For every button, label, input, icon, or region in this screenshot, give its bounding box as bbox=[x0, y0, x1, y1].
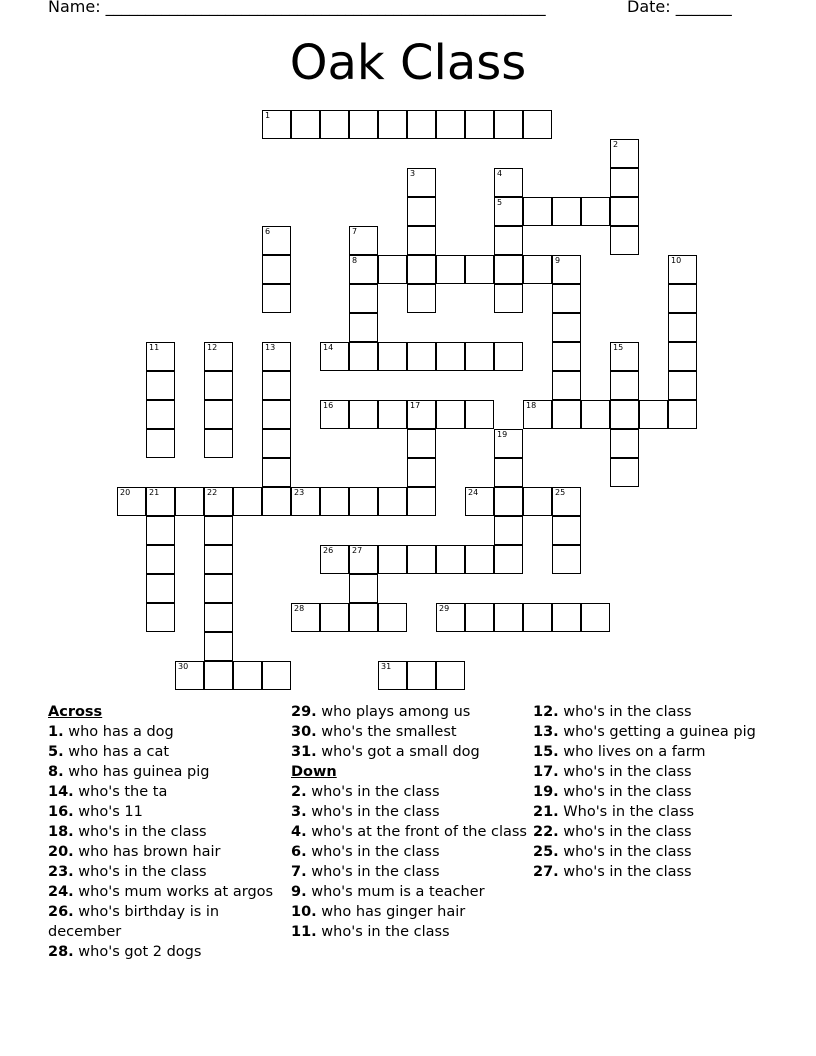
grid-cell[interactable] bbox=[291, 487, 320, 516]
clue-number-label: 8 bbox=[352, 256, 358, 265]
clue-item bbox=[291, 922, 531, 942]
grid-cell[interactable] bbox=[494, 429, 523, 458]
clue-number-label: 26 bbox=[323, 546, 334, 555]
grid-cell[interactable] bbox=[262, 255, 291, 284]
clue-number-label: 18 bbox=[526, 401, 537, 410]
clue-number-label: 28 bbox=[294, 604, 305, 613]
grid-cell[interactable] bbox=[581, 400, 610, 429]
clue-item bbox=[533, 822, 773, 842]
grid-cell[interactable] bbox=[175, 661, 204, 690]
grid-cell[interactable] bbox=[407, 342, 436, 371]
clue-number: 2. bbox=[291, 784, 307, 800]
grid-cell[interactable] bbox=[378, 342, 407, 371]
grid-cell[interactable] bbox=[349, 574, 378, 603]
clue-item bbox=[48, 782, 288, 802]
clue-text: who's got 2 dogs bbox=[78, 944, 202, 960]
grid-cell[interactable] bbox=[233, 661, 262, 690]
clue-number: 22. bbox=[533, 824, 559, 840]
grid-cell[interactable] bbox=[349, 110, 378, 139]
grid-cell[interactable] bbox=[494, 284, 523, 313]
clue-number-label: 10 bbox=[671, 256, 682, 265]
clue-item bbox=[533, 742, 773, 762]
clue-number-label: 7 bbox=[352, 227, 358, 236]
clue-item bbox=[48, 842, 288, 862]
grid-cell[interactable] bbox=[378, 110, 407, 139]
clue-number-label: 13 bbox=[265, 343, 276, 352]
grid-cell[interactable] bbox=[494, 545, 523, 574]
grid-cell[interactable] bbox=[262, 429, 291, 458]
grid-cell[interactable] bbox=[465, 255, 494, 284]
clue-number-label: 23 bbox=[294, 488, 305, 497]
grid-cell[interactable] bbox=[552, 371, 581, 400]
grid-cell[interactable] bbox=[523, 603, 552, 632]
grid-cell[interactable] bbox=[494, 342, 523, 371]
clue-text: who's in the class bbox=[563, 844, 692, 860]
clue-number-label: 22 bbox=[207, 488, 218, 497]
grid-cell[interactable] bbox=[175, 487, 204, 516]
clue-column-2 bbox=[291, 702, 531, 942]
grid-cell[interactable] bbox=[523, 197, 552, 226]
grid-cell[interactable] bbox=[146, 603, 175, 632]
grid-cell[interactable] bbox=[262, 342, 291, 371]
grid-cell[interactable] bbox=[668, 313, 697, 342]
clue-number: 25. bbox=[533, 844, 559, 860]
clue-number: 7. bbox=[291, 864, 307, 880]
grid-cell[interactable] bbox=[204, 603, 233, 632]
clue-number-label: 21 bbox=[149, 488, 160, 497]
grid-cell[interactable] bbox=[146, 487, 175, 516]
grid-cell[interactable] bbox=[291, 603, 320, 632]
clue-text: who has brown hair bbox=[78, 844, 221, 860]
grid-cell[interactable] bbox=[436, 400, 465, 429]
grid-cell[interactable] bbox=[610, 139, 639, 168]
grid-cell[interactable] bbox=[204, 516, 233, 545]
clue-text: who's in the class bbox=[563, 704, 692, 720]
clue-text: who's in the class bbox=[563, 864, 692, 880]
grid-cell[interactable] bbox=[552, 545, 581, 574]
grid-cell[interactable] bbox=[146, 342, 175, 371]
clue-text: who plays among us bbox=[321, 704, 471, 720]
grid-cell[interactable] bbox=[494, 458, 523, 487]
clue-item bbox=[48, 762, 288, 782]
grid-cell[interactable] bbox=[204, 429, 233, 458]
grid-cell[interactable] bbox=[349, 226, 378, 255]
clue-number-label: 15 bbox=[613, 343, 624, 352]
grid-cell[interactable] bbox=[349, 313, 378, 342]
grid-cell[interactable] bbox=[146, 371, 175, 400]
grid-cell[interactable] bbox=[494, 487, 523, 516]
grid-cell[interactable] bbox=[378, 545, 407, 574]
clue-item bbox=[291, 822, 531, 842]
clue-item bbox=[48, 902, 288, 942]
grid-cell[interactable] bbox=[610, 400, 639, 429]
clue-text: who has guinea pig bbox=[68, 764, 210, 780]
grid-cell[interactable] bbox=[581, 197, 610, 226]
grid-cell[interactable] bbox=[320, 487, 349, 516]
grid-cell[interactable] bbox=[378, 487, 407, 516]
grid-cell[interactable] bbox=[262, 284, 291, 313]
clue-item bbox=[48, 882, 288, 902]
grid-cell[interactable] bbox=[436, 661, 465, 690]
grid-cell[interactable] bbox=[668, 342, 697, 371]
clue-number: 12. bbox=[533, 704, 559, 720]
grid-cell[interactable] bbox=[668, 284, 697, 313]
clue-item bbox=[533, 762, 773, 782]
clue-number-label: 14 bbox=[323, 343, 334, 352]
grid-cell[interactable] bbox=[320, 545, 349, 574]
grid-cell[interactable] bbox=[204, 342, 233, 371]
clue-number-label: 2 bbox=[613, 140, 619, 149]
grid-cell[interactable] bbox=[320, 110, 349, 139]
clue-item bbox=[48, 942, 288, 962]
clue-number: 15. bbox=[533, 744, 559, 760]
grid-cell[interactable] bbox=[465, 400, 494, 429]
clue-text: who's at the front of the class bbox=[311, 824, 527, 840]
grid-cell[interactable] bbox=[407, 661, 436, 690]
grid-cell[interactable] bbox=[407, 168, 436, 197]
grid-cell[interactable] bbox=[552, 197, 581, 226]
clue-number: 24. bbox=[48, 884, 74, 900]
clue-number: 27. bbox=[533, 864, 559, 880]
grid-cell[interactable] bbox=[494, 603, 523, 632]
clue-item bbox=[291, 902, 531, 922]
grid-cell[interactable] bbox=[204, 371, 233, 400]
grid-cell[interactable] bbox=[494, 110, 523, 139]
clue-text: who's in the class bbox=[563, 824, 692, 840]
grid-cell[interactable] bbox=[552, 516, 581, 545]
clue-item bbox=[291, 882, 531, 902]
grid-cell[interactable] bbox=[320, 342, 349, 371]
grid-cell[interactable] bbox=[552, 284, 581, 313]
grid-cell[interactable] bbox=[610, 342, 639, 371]
grid-cell[interactable] bbox=[204, 400, 233, 429]
page-title: Oak Class bbox=[289, 35, 527, 91]
clue-item bbox=[291, 722, 531, 742]
grid-cell[interactable] bbox=[262, 371, 291, 400]
grid-cell[interactable] bbox=[407, 487, 436, 516]
grid-cell[interactable] bbox=[204, 661, 233, 690]
clue-number-label: 16 bbox=[323, 401, 334, 410]
clue-number-label: 29 bbox=[439, 604, 450, 613]
grid-cell[interactable] bbox=[349, 284, 378, 313]
grid-cell[interactable] bbox=[204, 574, 233, 603]
grid-cell[interactable] bbox=[262, 487, 291, 516]
clue-text: who's the ta bbox=[78, 784, 168, 800]
clue-text: who's in the class bbox=[311, 804, 440, 820]
grid-cell[interactable] bbox=[552, 400, 581, 429]
grid-cell[interactable] bbox=[552, 342, 581, 371]
clue-number-label: 11 bbox=[149, 343, 160, 352]
clue-number-label: 30 bbox=[178, 662, 189, 671]
clue-number: 16. bbox=[48, 804, 74, 820]
grid-cell[interactable] bbox=[262, 661, 291, 690]
grid-cell[interactable] bbox=[262, 226, 291, 255]
clue-item bbox=[291, 742, 531, 762]
clue-text: who's in the class bbox=[78, 864, 207, 880]
grid-cell[interactable] bbox=[610, 429, 639, 458]
grid-cell[interactable] bbox=[407, 400, 436, 429]
clue-number: 31. bbox=[291, 744, 317, 760]
clue-number-label: 31 bbox=[381, 662, 392, 671]
grid-cell[interactable] bbox=[378, 603, 407, 632]
clue-number-label: 3 bbox=[410, 169, 416, 178]
clue-column-3 bbox=[533, 702, 773, 882]
grid-cell[interactable] bbox=[146, 429, 175, 458]
clue-item bbox=[533, 782, 773, 802]
grid-cell[interactable] bbox=[320, 603, 349, 632]
clue-number-label: 1 bbox=[265, 111, 271, 120]
grid-cell[interactable] bbox=[610, 168, 639, 197]
grid-cell[interactable] bbox=[610, 197, 639, 226]
grid-cell[interactable] bbox=[146, 400, 175, 429]
grid-cell[interactable] bbox=[407, 284, 436, 313]
clue-number-label: 20 bbox=[120, 488, 131, 497]
grid-cell[interactable] bbox=[610, 226, 639, 255]
grid-cell[interactable] bbox=[610, 371, 639, 400]
clue-number-label: 19 bbox=[497, 430, 508, 439]
clue-item bbox=[533, 842, 773, 862]
section-heading: Down bbox=[291, 764, 337, 780]
grid-cell[interactable] bbox=[523, 487, 552, 516]
clue-number: 4. bbox=[291, 824, 307, 840]
clue-number: 14. bbox=[48, 784, 74, 800]
grid-cell[interactable] bbox=[262, 110, 291, 139]
clue-item bbox=[533, 802, 773, 822]
clue-number: 20. bbox=[48, 844, 74, 860]
grid-cell[interactable] bbox=[407, 197, 436, 226]
clue-number-label: 6 bbox=[265, 227, 271, 236]
clue-number: 18. bbox=[48, 824, 74, 840]
clue-number: 17. bbox=[533, 764, 559, 780]
clue-number-label: 27 bbox=[352, 546, 363, 555]
clue-number: 9. bbox=[291, 884, 307, 900]
grid-cell[interactable] bbox=[262, 400, 291, 429]
grid-cell[interactable] bbox=[291, 110, 320, 139]
clue-number-label: 24 bbox=[468, 488, 479, 497]
grid-cell[interactable] bbox=[436, 545, 465, 574]
grid-cell[interactable] bbox=[233, 487, 262, 516]
clue-number: 26. bbox=[48, 904, 74, 920]
clue-text: Who's in the class bbox=[563, 804, 695, 820]
grid-cell[interactable] bbox=[349, 603, 378, 632]
clue-text: who lives on a farm bbox=[563, 744, 706, 760]
clue-number-label: 17 bbox=[410, 401, 421, 410]
clue-text: who's mum works at argos bbox=[78, 884, 274, 900]
grid-cell[interactable] bbox=[407, 545, 436, 574]
grid-cell[interactable] bbox=[494, 168, 523, 197]
grid-cell[interactable] bbox=[436, 255, 465, 284]
grid-cell[interactable] bbox=[146, 516, 175, 545]
clue-item bbox=[291, 862, 531, 882]
grid-cell[interactable] bbox=[668, 371, 697, 400]
clue-number: 28. bbox=[48, 944, 74, 960]
clue-number-label: 12 bbox=[207, 343, 218, 352]
grid-cell[interactable] bbox=[610, 458, 639, 487]
grid-cell[interactable] bbox=[465, 342, 494, 371]
grid-cell[interactable] bbox=[552, 255, 581, 284]
grid-cell[interactable] bbox=[581, 603, 610, 632]
clue-number: 8. bbox=[48, 764, 64, 780]
grid-cell[interactable] bbox=[552, 487, 581, 516]
clue-number: 1. bbox=[48, 724, 64, 740]
grid-cell[interactable] bbox=[378, 400, 407, 429]
grid-cell[interactable] bbox=[146, 545, 175, 574]
clue-number: 13. bbox=[533, 724, 559, 740]
grid-cell[interactable] bbox=[436, 342, 465, 371]
clue-item bbox=[48, 742, 288, 762]
grid-cell[interactable] bbox=[523, 255, 552, 284]
grid-cell[interactable] bbox=[523, 110, 552, 139]
grid-cell[interactable] bbox=[494, 226, 523, 255]
clue-text: who's the smallest bbox=[321, 724, 457, 740]
clue-item bbox=[48, 822, 288, 842]
grid-cell[interactable] bbox=[204, 487, 233, 516]
grid-cell[interactable] bbox=[349, 487, 378, 516]
clue-number: 6. bbox=[291, 844, 307, 860]
grid-cell[interactable] bbox=[494, 516, 523, 545]
grid-cell[interactable] bbox=[552, 603, 581, 632]
grid-cell[interactable] bbox=[407, 226, 436, 255]
clue-item bbox=[533, 702, 773, 722]
clue-text: who's in the class bbox=[311, 784, 440, 800]
clue-text: who has a dog bbox=[68, 724, 174, 740]
clue-text: who's in the class bbox=[563, 784, 692, 800]
grid-cell[interactable] bbox=[117, 487, 146, 516]
clue-text: who's mum is a teacher bbox=[311, 884, 485, 900]
date-field-label[interactable]: Date: _______ bbox=[627, 0, 732, 16]
grid-cell[interactable] bbox=[668, 400, 697, 429]
grid-cell[interactable] bbox=[465, 487, 494, 516]
clue-text: who's in the class bbox=[311, 864, 440, 880]
grid-cell[interactable] bbox=[552, 313, 581, 342]
grid-cell[interactable] bbox=[262, 458, 291, 487]
clue-number: 29. bbox=[291, 704, 317, 720]
clue-text: who's in the class bbox=[321, 924, 450, 940]
clue-number-label: 25 bbox=[555, 488, 566, 497]
grid-cell[interactable] bbox=[407, 255, 436, 284]
clue-text: who's 11 bbox=[78, 804, 143, 820]
clue-number-label: 5 bbox=[497, 198, 503, 207]
clue-text: who has ginger hair bbox=[321, 904, 466, 920]
clue-text: who's birthday is in december bbox=[48, 904, 220, 940]
clue-text: who's in the class bbox=[311, 844, 440, 860]
grid-cell[interactable] bbox=[436, 110, 465, 139]
grid-cell[interactable] bbox=[465, 545, 494, 574]
grid-cell[interactable] bbox=[349, 545, 378, 574]
clue-item bbox=[291, 702, 531, 722]
clue-text: who's getting a guinea pig bbox=[563, 724, 756, 740]
clue-number: 3. bbox=[291, 804, 307, 820]
grid-cell[interactable] bbox=[204, 632, 233, 661]
grid-cell[interactable] bbox=[465, 603, 494, 632]
clue-number: 11. bbox=[291, 924, 317, 940]
grid-cell[interactable] bbox=[494, 255, 523, 284]
grid-cell[interactable] bbox=[639, 400, 668, 429]
clue-text: who's in the class bbox=[78, 824, 207, 840]
clue-item bbox=[48, 862, 288, 882]
clue-item bbox=[533, 862, 773, 882]
clue-text: who has a cat bbox=[68, 744, 170, 760]
clue-item bbox=[291, 842, 531, 862]
grid-cell[interactable] bbox=[349, 400, 378, 429]
clue-item bbox=[291, 802, 531, 822]
clue-item bbox=[291, 782, 531, 802]
clue-number: 30. bbox=[291, 724, 317, 740]
grid-cell[interactable] bbox=[146, 574, 175, 603]
clue-number: 21. bbox=[533, 804, 559, 820]
name-field-label[interactable]: Name: _______________________________________________________ bbox=[48, 0, 546, 16]
grid-cell[interactable] bbox=[465, 110, 494, 139]
grid-cell[interactable] bbox=[320, 400, 349, 429]
grid-cell[interactable] bbox=[204, 545, 233, 574]
grid-cell[interactable] bbox=[436, 603, 465, 632]
clue-number: 19. bbox=[533, 784, 559, 800]
section-heading: Across bbox=[48, 704, 103, 720]
clue-number: 10. bbox=[291, 904, 317, 920]
clue-item bbox=[48, 802, 288, 822]
grid-cell[interactable] bbox=[407, 110, 436, 139]
clue-number: 5. bbox=[48, 744, 64, 760]
clue-item bbox=[48, 722, 288, 742]
grid-cell[interactable] bbox=[407, 429, 436, 458]
grid-cell[interactable] bbox=[378, 255, 407, 284]
clue-number-label: 4 bbox=[497, 169, 503, 178]
grid-cell[interactable] bbox=[378, 661, 407, 690]
clue-column-1 bbox=[48, 702, 288, 962]
clue-text: who's got a small dog bbox=[321, 744, 480, 760]
grid-cell[interactable] bbox=[349, 255, 378, 284]
grid-cell[interactable] bbox=[494, 197, 523, 226]
clue-text: who's in the class bbox=[563, 764, 692, 780]
grid-cell[interactable] bbox=[407, 458, 436, 487]
clue-item bbox=[533, 722, 773, 742]
grid-cell[interactable] bbox=[668, 255, 697, 284]
grid-cell[interactable] bbox=[349, 342, 378, 371]
clue-number-label: 9 bbox=[555, 256, 561, 265]
grid-cell[interactable] bbox=[523, 400, 552, 429]
clue-number: 23. bbox=[48, 864, 74, 880]
